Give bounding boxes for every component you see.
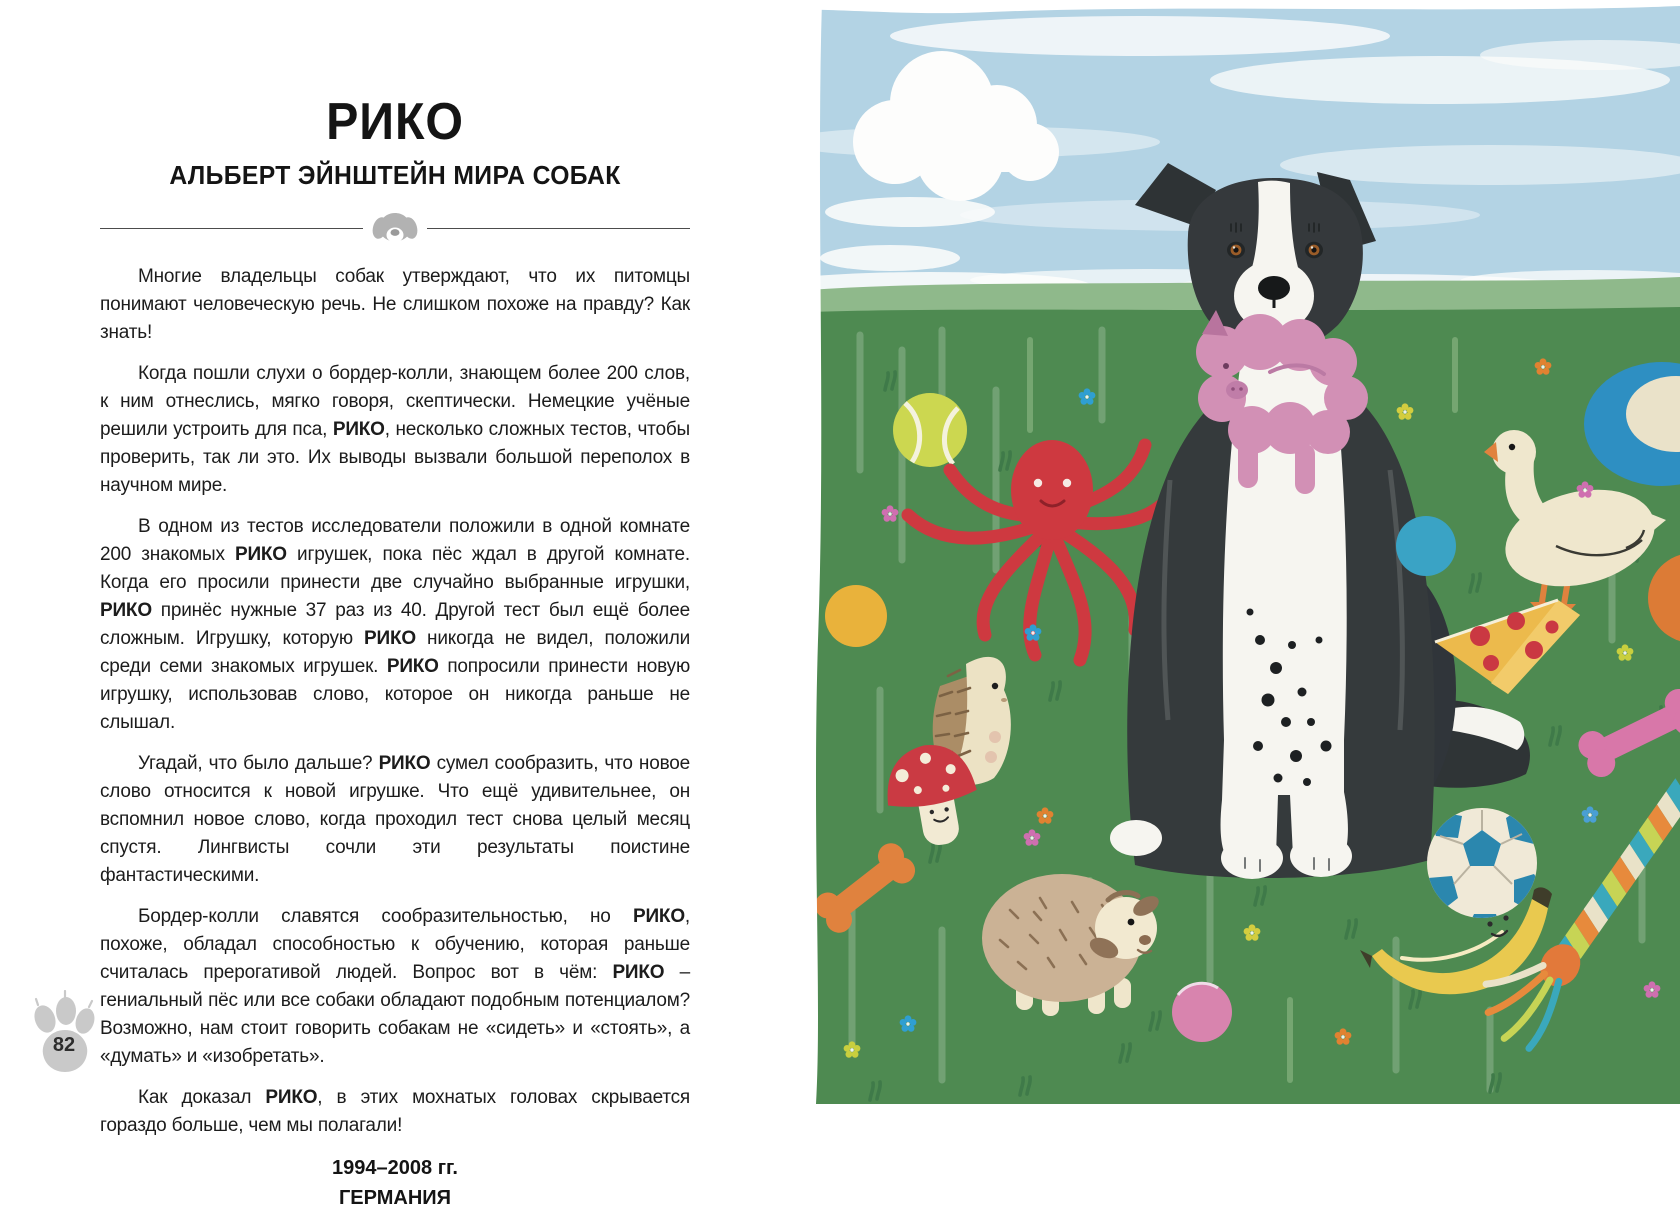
paragraph: Угадай, что было дальше? РИКО сумел сообразить, что новое слово относится к новой игрушке. Что ещё удивительнее, он вспомнил новое слово, когда проходил тест снова целый месяц спустя. Лингвисты сочли эти результаты поистине фантастическими. bbox=[100, 753, 690, 886]
dog-head-icon bbox=[372, 211, 418, 245]
paragraph: Многие владельцы собак утверждают, что их питомцы понимают человеческую речь. Не слишком похоже на правду? Как знать! bbox=[100, 266, 690, 343]
pink-ball bbox=[1172, 982, 1232, 1042]
yellow-ball bbox=[825, 585, 887, 647]
tennis-ball bbox=[893, 393, 967, 467]
article-body bbox=[100, 263, 690, 1140]
paragraph: Когда пошли слухи о бордер-колли, знающем более 200 слов, к ним отнеслись, мягко говоря, скептически. Немецкие учёные решили устроить для пса, РИКО, несколько сложных тестов, чтобы проверить, так ли это. Их выводы вызвали большой переполох в научном мире. bbox=[100, 363, 690, 496]
illustration-page bbox=[790, 0, 1680, 1104]
page-edge bbox=[790, 0, 822, 1104]
divider-line bbox=[100, 228, 363, 229]
country-text: ГЕРМАНИЯ bbox=[338, 1187, 452, 1209]
page-subtitle: АЛЬБЕРТ ЭЙНШТЕЙН МИРА СОБАК bbox=[169, 160, 621, 190]
text-page bbox=[100, 0, 690, 1213]
page-number: 82 bbox=[52, 1034, 76, 1056]
paragraph: В одном из тестов исследователи положили в одной комнате 200 знакомых РИКО игрушек, пока пёс ждал в другой комнате. Когда его просили принести две случайно выбранные игрушки, РИКО принёс нужные 37 раз из 40. Другой тест был ещё более сложным. Игрушку, которую РИКО никогда не видел, положили среди семи знакомых игрушек. РИКО попросили принести новую игрушку, использовав слово, которое он никогда раньше не слышал. bbox=[100, 516, 690, 733]
paragraph: Как доказал РИКО, в этих мохнатых головах скрывается гораздо больше, чем мы полагали! bbox=[100, 1087, 690, 1136]
page-number-paw bbox=[26, 990, 102, 1074]
lifespan-text: 1994–2008 гг. bbox=[332, 1157, 458, 1179]
paragraph: Бордер-колли славятся сообразительностью, но РИКО, похоже, обладал способностью к обучению, которая раньше считалась прерогативой людей. Вопрос вот в чём: РИКО – гениальный пёс или все собаки обладают подобным потенциалом? Возможно, нам стоит говорить собакам не «сидеть» и «стоять», а «думать» и «изобретать». bbox=[100, 906, 690, 1067]
blue-ball bbox=[1396, 516, 1456, 576]
divider-line bbox=[427, 228, 690, 229]
section-divider bbox=[100, 211, 690, 245]
page-title: РИКО bbox=[326, 93, 464, 151]
paw-print-icon bbox=[26, 990, 102, 1074]
illustration bbox=[790, 0, 1680, 1104]
footer-block bbox=[100, 1153, 690, 1213]
dog-nose bbox=[1258, 276, 1290, 300]
